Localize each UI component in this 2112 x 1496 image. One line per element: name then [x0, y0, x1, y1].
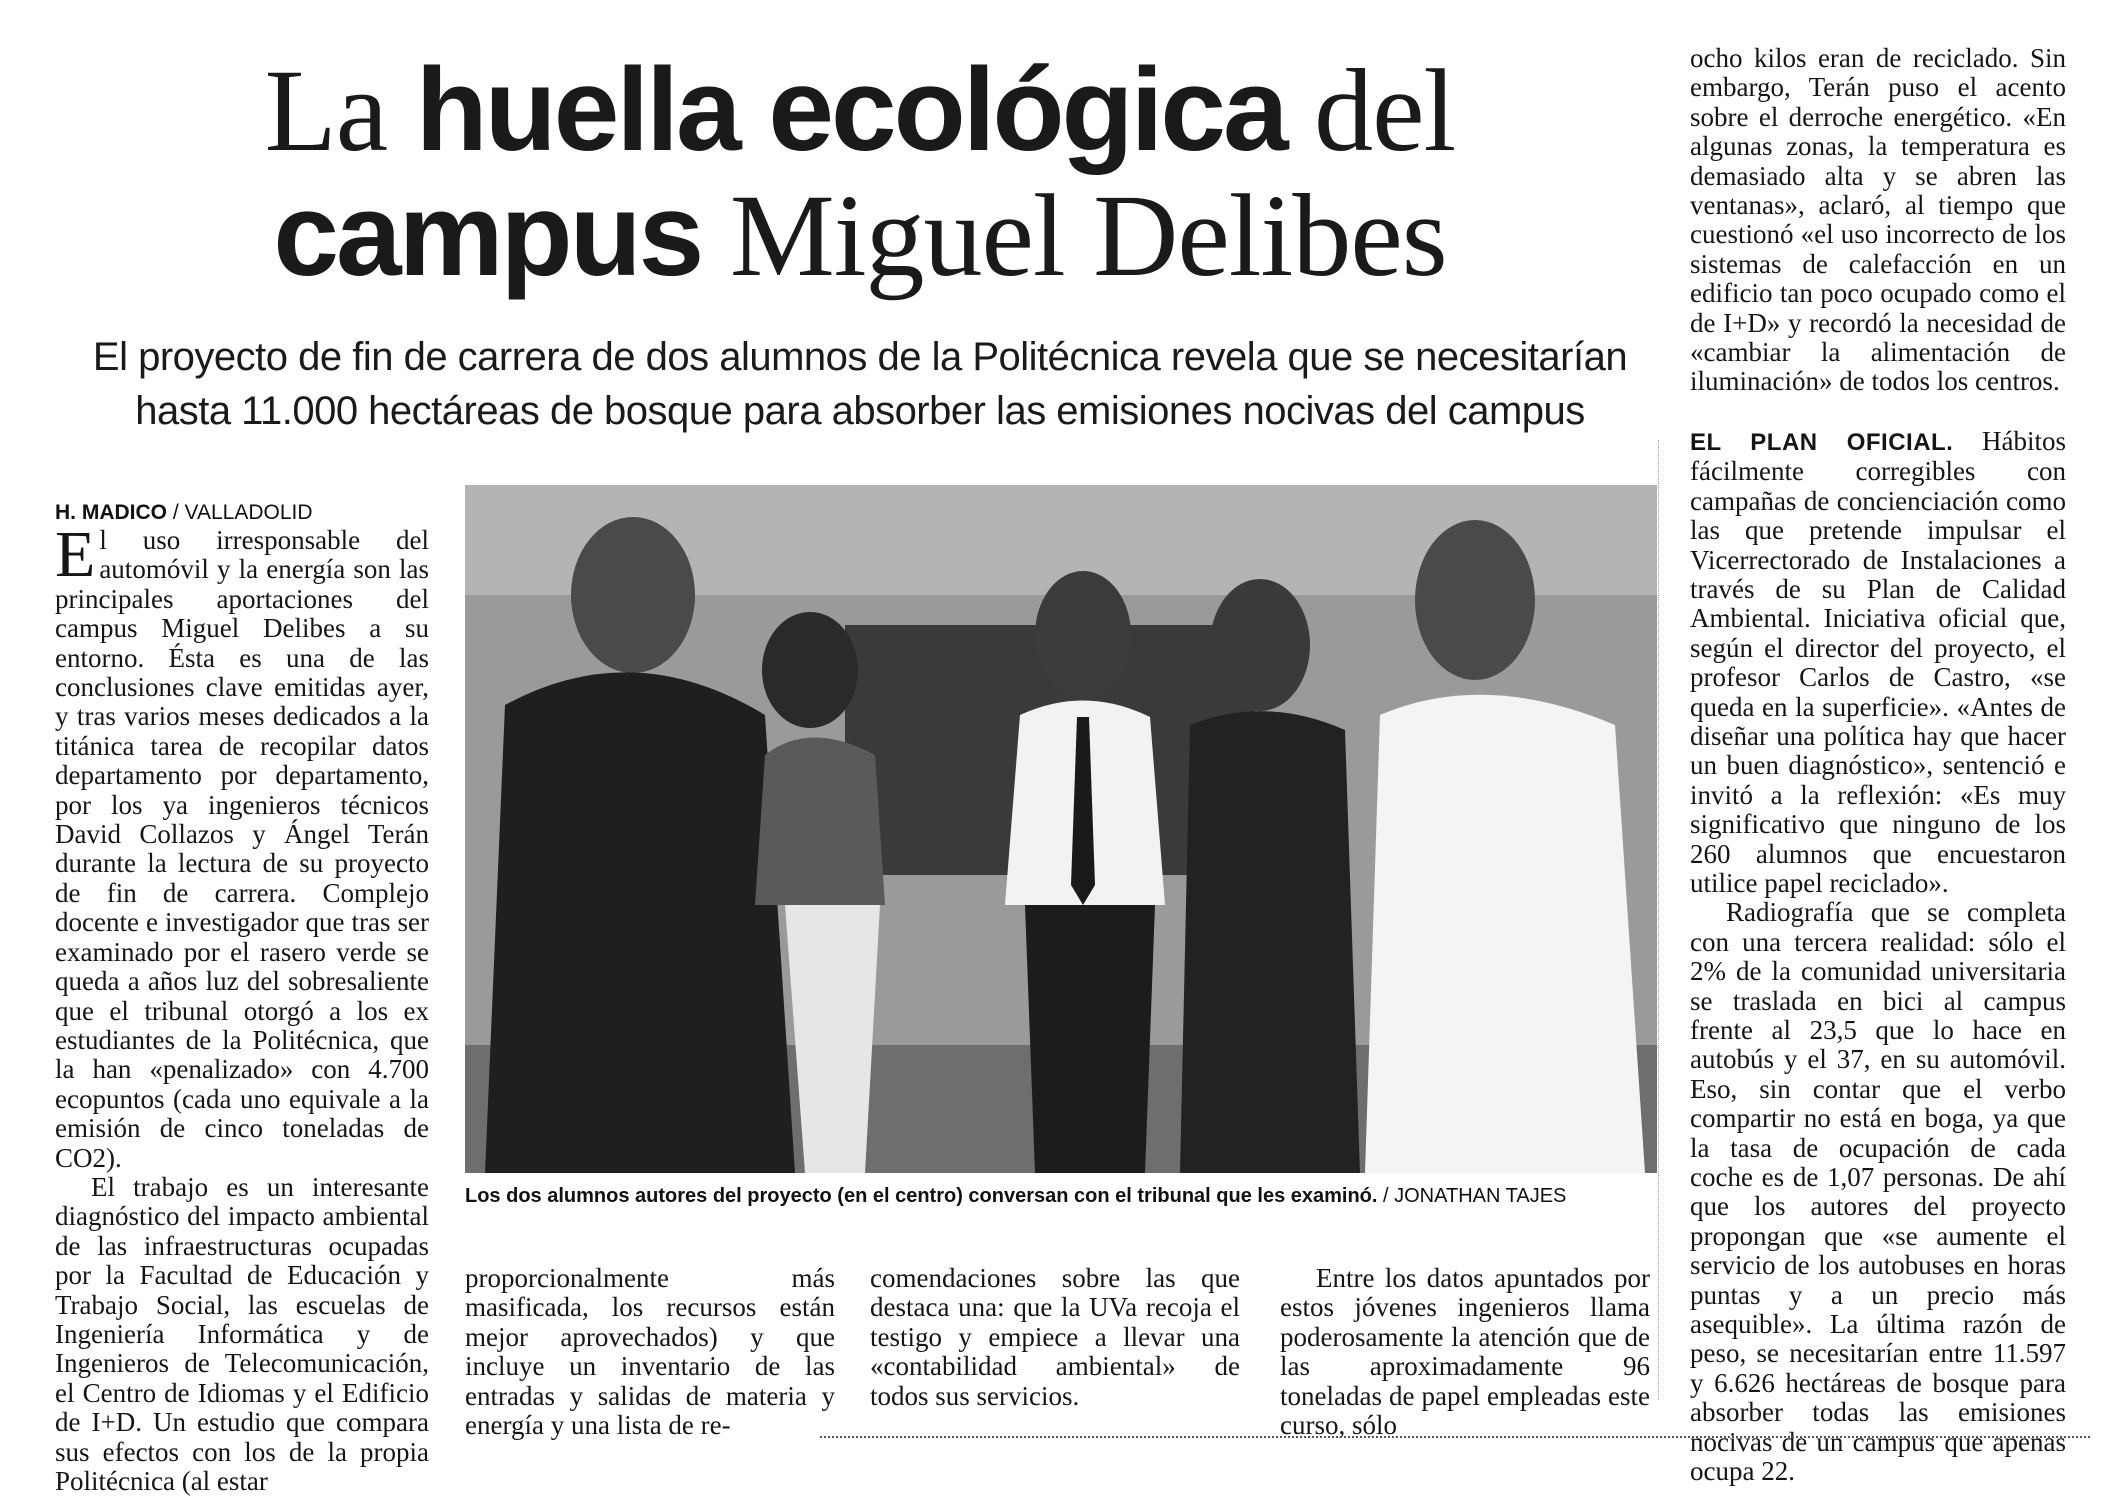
- article-column-1: [55, 500, 429, 1496]
- paragraph: Radiografía que se completa con una tercera realidad: sólo el 2% de la comunidad universitaria se traslada en bici al campus frente al 23,5 que lo hace en autobús y el 37, en su automóvil. Eso, sin contar que el verbo compartir no está en boga, ya que la tasa de ocupación de cada coche es de 1,07 personas. De ahí que los autores del proyecto propongan que «se aumente el servicio de los autobuses en horas puntas y a un precio más asequible». La última razón de peso, se necesitarían entre 11.597 y 6.626 hectáreas de bosque para absorber todas las emisiones nocivas de un campus que apenas ocupa 22.: [1690, 897, 2066, 1487]
- paragraph: EL PLAN OFICIAL. Hábitos fácilmente corregibles con campañas de concienciación como las que pretende impulsar el Vicerrectorado de Instalaciones a través de su Plan de Calidad Ambiental. Iniciativa oficial que, según el director del proyecto, el profesor Carlos de Castro, «se queda en la superficie». «Antes de diseñar una política hay que hacer un buen diagnóstico», sentenció e invitó a la reflexión: «Es muy significativo que ninguno de los 260 alumnos que encuestaron utilice papel reciclado».: [1690, 425, 2066, 898]
- subheadline: [60, 330, 1660, 438]
- column-divider: [1658, 440, 1659, 1400]
- headline-line-2: campus Miguel Delibes: [273, 169, 1447, 301]
- photo-illustration: [465, 485, 1657, 1173]
- paragraph: El uso irresponsable del automóvil y la energía son las principales aportaciones del campus Miguel Delibes a su entorno. Ésta es una de las conclusiones clave emitidas ayer, y tras varios meses dedicados a la titánica tarea de recopilar datos departamento por departamento, por los ya ingenieros técnicos David Collazos y Ángel Terán durante la lectura de su proyecto de fin de carrera. Complejo docente e investigador que tras ser examinado por el rasero verde se queda a años luz del sobresaliente que el tribunal otorgó a los ex estudiantes de la Politécnica, que la han «penalizado» con 4.700 ecopuntos (cada uno equivale a la emisión de cinco toneladas de CO2).: [55, 518, 429, 1173]
- article-column-4: [1280, 1264, 1650, 1440]
- headline: [180, 44, 1540, 301]
- paragraph: El trabajo es un interesante diagnóstico del impacto ambiental de las infraestructuras ocupadas por la Facultad de Educación y Trabajo Social, las escuelas de Ingeniería Informática y de Ingenieros de Telecomunicación, el Centro de Idiomas y el Edificio de I+D. Un estudio que compara sus efectos con los de la propia Politécnica (al estar: [55, 1171, 429, 1496]
- article-column-2: [465, 1264, 835, 1440]
- drop-cap: E: [55, 518, 96, 591]
- byline: H. MADICO / VALLADOLID: [55, 501, 313, 524]
- byline-author: H. MADICO: [55, 501, 167, 524]
- paragraph: ocho kilos eran de reciclado. Sin embargo, Terán puso el acento sobre el derroche energético. «En algunas zonas, la temperatura es demasiado alta y se abren las ventanas», aclaró, al tiempo que cuestionó «el uso incorrecto de los sistemas de calefacción en un edificio tan poco ocupado como el de I+D» y recordó la necesidad de «cambiar la alimentación de iluminación» de todos los centros.: [1690, 43, 2066, 397]
- headline-line-1: La huella ecológica del: [264, 44, 1456, 176]
- photo-caption: Los dos alumnos autores del proyecto (en el centro) conversan con el tribunal que les examinó. / JONATHAN TAJES: [465, 1185, 1567, 1207]
- paragraph: Entre los datos apuntados por estos jóvenes ingenieros llama poderosamente la atención que de las aproximadamente 96 toneladas de papel empleadas este curso, sólo: [1280, 1263, 1650, 1441]
- section-lead-in: EL PLAN OFICIAL.: [1690, 428, 1954, 456]
- photo-credit: JONATHAN TAJES: [1394, 1185, 1567, 1207]
- subheadline-line-1: El proyecto de fin de carrera de dos alumnos de la Politécnica revela que se necesitarían: [92, 335, 1628, 379]
- bottom-rule: [820, 1436, 2090, 1438]
- article-column-3: [870, 1264, 1240, 1411]
- byline-location: VALLADOLID: [184, 501, 313, 524]
- paragraph: proporcionalmente más masificada, los recursos están mejor aprovechados) y que incluye un inventario de las entradas y salidas de materia y energía y una lista de re-: [465, 1263, 835, 1441]
- caption-text: Los dos alumnos autores del proyecto (en el centro) conversan con el tribunal que les examinó.: [465, 1185, 1378, 1207]
- article-column-5: [1690, 44, 2066, 1487]
- subheadline-line-2: hasta 11.000 hectáreas de bosque para absorber las emisiones nocivas del campus: [135, 389, 1585, 433]
- paragraph: comendaciones sobre las que destaca una: que la UVa recoja el testigo y empiece a llevar una «contabilidad ambiental» de todos sus servicios.: [870, 1263, 1240, 1411]
- article-photo: [465, 485, 1657, 1173]
